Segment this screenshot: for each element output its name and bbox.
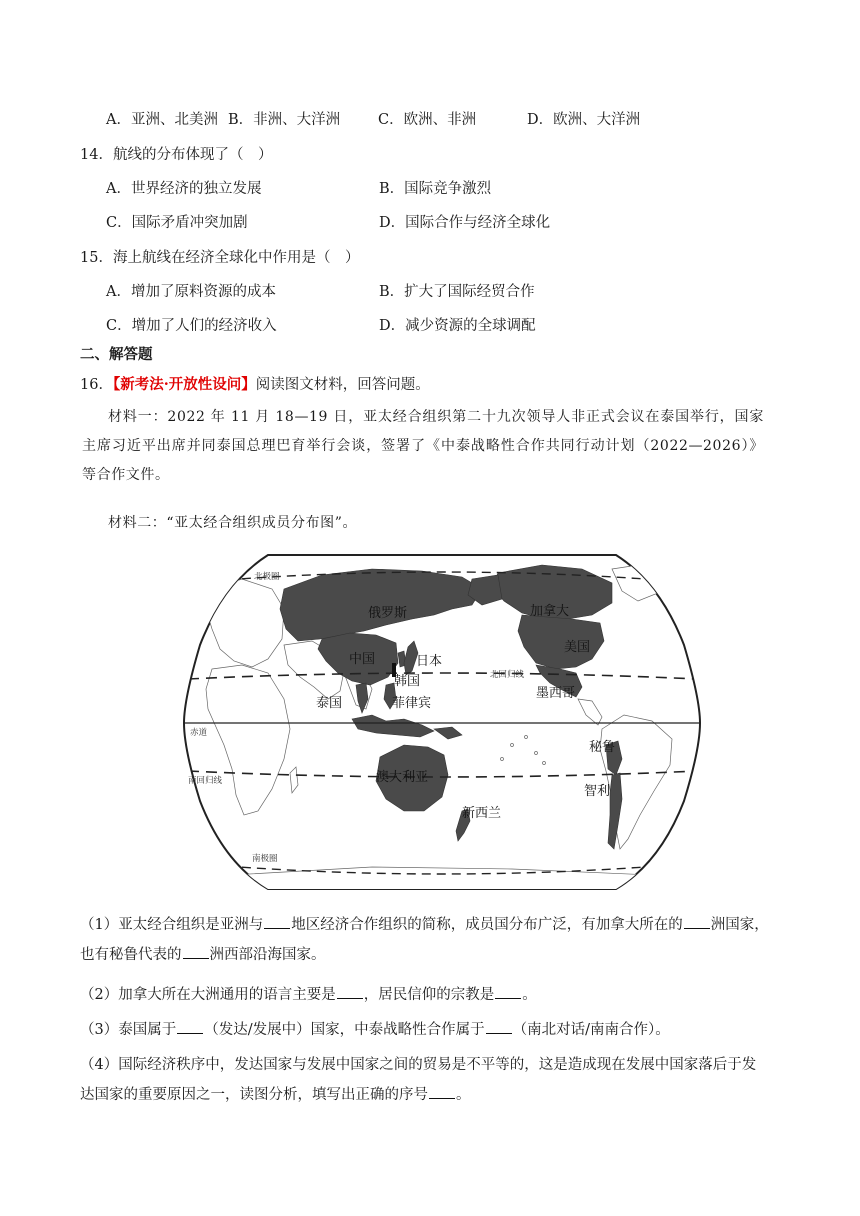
sub4-text-a: （4）国际经济秩序中，发达国家与发展中国家之间的贸易是不平等的，这是造成现在发展中国家落后于发 — [80, 1057, 757, 1073]
material-two: 材料二：“亚太经合组织成员分布图”。 — [108, 515, 358, 531]
sub-question-4 — [80, 1050, 770, 1110]
sub3-text-a: （3）泰国属于 — [80, 1022, 177, 1038]
sub1-text-c: 洲国家， — [710, 917, 769, 933]
q13-option-d: D．欧洲、大洋洲 — [527, 112, 641, 128]
sub2-text-a: （2）加拿大所在大洲通用的语言主要是 — [80, 987, 336, 1003]
russia-label: 俄罗斯 — [368, 605, 408, 620]
q15-option-a: A．增加了原料资源的成本 — [106, 284, 276, 300]
usa-label: 美国 — [564, 639, 591, 654]
answer-blank[interactable] — [337, 984, 363, 999]
answer-blank[interactable] — [684, 914, 710, 929]
sub1-text-d: 也有秘鲁代表的 — [80, 947, 182, 963]
q14-option-a: A．世界经济的独立发展 — [106, 181, 262, 197]
q15-option-c: C．增加了人们的经济收入 — [106, 318, 277, 334]
korea-label: 韩国 — [394, 673, 421, 688]
sub4-text-b: 达国家的重要原因之一，读图分析，填写出正确的序号 — [80, 1087, 428, 1103]
canada-label: 加拿大 — [530, 603, 570, 618]
q15-option-d: D．减少资源的全球调配 — [379, 318, 536, 334]
answer-blank[interactable] — [429, 1084, 455, 1099]
sub1-text-a: （1）亚太经合组织是亚洲与 — [80, 917, 264, 933]
antarctic-circle-label: 南极圈 — [252, 854, 278, 864]
answer-blank[interactable] — [177, 1019, 203, 1034]
q13-option-b: B．非洲、大洋洲 — [228, 112, 341, 128]
answer-blank[interactable] — [264, 914, 290, 929]
china-label: 中国 — [349, 651, 376, 666]
q14-stem: 14．航线的分布体现了（ ） — [80, 147, 273, 163]
q14-option-b: B．国际竞争激烈 — [379, 181, 492, 197]
arctic-circle-label: 北极圈 — [254, 572, 280, 582]
philippines-label: 菲律宾 — [392, 695, 432, 710]
section-heading: 二、解答题 — [80, 347, 153, 363]
mexico-label: 墨西哥 — [536, 685, 576, 700]
sub1-text-e: 洲西部沿海国家。 — [209, 947, 326, 963]
sub-question-2 — [80, 980, 770, 1010]
q16-header — [80, 375, 430, 395]
sub1-text-b: 地区经济合作组织的简称，成员国分布广泛，有加拿大所在的 — [291, 917, 683, 933]
answer-blank[interactable] — [486, 1019, 512, 1034]
q13-option-c: C．欧洲、非洲 — [378, 112, 477, 128]
chile-label: 智利 — [584, 783, 611, 798]
equator-label: 赤道 — [190, 728, 208, 738]
tropic-cancer-label: 北回归线 — [490, 670, 525, 680]
q15-option-b: B．扩大了国际经贸合作 — [379, 284, 535, 300]
q13-option-a: A．亚洲、北美洲 — [106, 112, 218, 128]
sub3-text-c: （南北对话/南南合作）。 — [512, 1022, 670, 1038]
sub-question-1 — [80, 910, 770, 970]
q16-number: 16． — [80, 377, 113, 393]
sub3-text-b: （发达/发展中）国家，中泰战略性合作属于 — [204, 1022, 485, 1038]
q14-option-c: C．国际矛盾冲突加剧 — [106, 215, 248, 231]
sub2-text-c: 。 — [522, 987, 537, 1003]
answer-blank[interactable] — [495, 984, 521, 999]
q16-tag: 【新考法·开放性设问】 — [112, 376, 256, 393]
sub2-text-b: ，居民信仰的宗教是 — [363, 987, 495, 1003]
answer-blank[interactable] — [183, 944, 209, 959]
q14-option-d: D．国际合作与经济全球化 — [379, 215, 551, 231]
japan-label: 日本 — [416, 653, 443, 668]
thailand-label: 泰国 — [316, 695, 343, 710]
new-zealand-label: 新西兰 — [462, 805, 502, 820]
peru-label: 秘鲁 — [589, 739, 616, 754]
australia-label: 澳大利亚 — [376, 769, 429, 784]
sub-question-3 — [80, 1015, 770, 1045]
q16-intro: 阅读图文材料，回答问题。 — [255, 377, 430, 393]
material-one: 材料一：2022 年 11 月 18—19 日，亚太经合组织第二十九次领导人非正式会议在泰国举行，国家主席习近平出席并同泰国总理巴育举行会谈，签署了《中泰战略性合作共同行动计划（2022—2026）》等合作文件。 — [82, 409, 764, 483]
sub4-text-c: 。 — [456, 1087, 471, 1103]
apec-member-map — [172, 549, 712, 891]
q15-stem: 15．海上航线在经济全球化中作用是（ ） — [80, 250, 360, 266]
tropic-capricorn-label: 南回归线 — [188, 776, 223, 786]
